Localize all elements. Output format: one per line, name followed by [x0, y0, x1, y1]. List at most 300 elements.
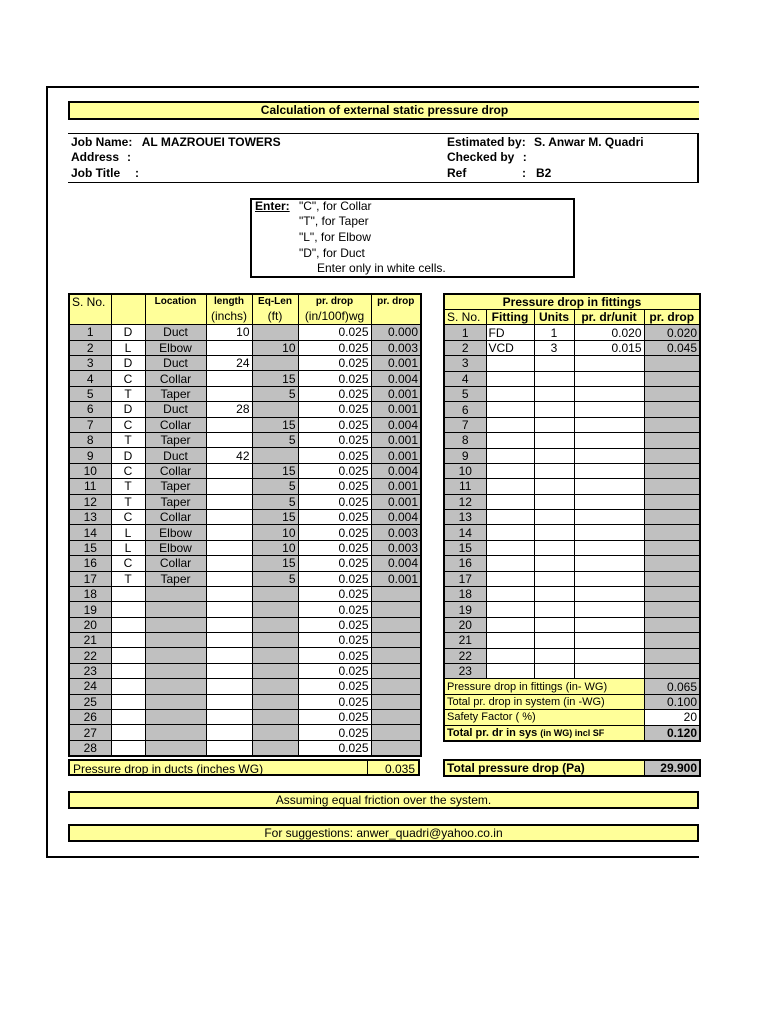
duct-total-label: Pressure drop in ducts (inches WG) — [73, 762, 264, 776]
duct-length-cell[interactable] — [206, 479, 252, 494]
duct-eqlen-cell: 15 — [252, 463, 298, 478]
duct-rate-cell[interactable]: 0.025 — [298, 586, 371, 601]
duct-eqlen-cell: 10 — [252, 540, 298, 555]
duct-eqlen-cell — [252, 694, 298, 709]
fit-col-per-unit: pr. dr/unit — [574, 310, 644, 325]
fit-name-cell[interactable] — [486, 386, 534, 401]
fit-sno-cell: 5 — [444, 386, 486, 401]
fit-per-unit-cell[interactable] — [574, 571, 644, 586]
fit-per-unit-cell[interactable] — [574, 510, 644, 525]
duct-row — [69, 602, 421, 617]
duct-rate-cell[interactable]: 0.025 — [298, 740, 371, 756]
duct-sno-cell: 23 — [69, 663, 111, 678]
duct-sno-cell: 26 — [69, 710, 111, 725]
estimated-value: S. Anwar M. Quadri — [534, 135, 644, 149]
enter-label: Enter: — [255, 199, 290, 213]
duct-code-cell[interactable]: L — [111, 540, 145, 555]
duct-code-cell[interactable] — [111, 586, 145, 601]
duct-row — [69, 571, 421, 586]
duct-drop-cell: 0.003 — [371, 340, 421, 355]
duct-location-cell — [145, 663, 206, 678]
fit-col-sno: S. No. — [444, 310, 486, 325]
duct-rate-cell[interactable]: 0.025 — [298, 494, 371, 509]
duct-code-cell[interactable]: L — [111, 525, 145, 540]
duct-length-cell[interactable] — [206, 586, 252, 601]
duct-location-cell — [145, 740, 206, 756]
fit-units-cell[interactable] — [534, 663, 574, 678]
duct-eqlen-cell — [252, 356, 298, 371]
duct-code-cell[interactable]: T — [111, 433, 145, 448]
summary-value[interactable]: 20 — [644, 710, 700, 725]
duct-code-cell[interactable]: T — [111, 571, 145, 586]
duct-sno-cell: 6 — [69, 402, 111, 417]
fit-units-cell[interactable] — [534, 525, 574, 540]
duct-code-cell[interactable]: C — [111, 417, 145, 432]
duct-eqlen-cell — [252, 663, 298, 678]
summary-label — [444, 725, 644, 741]
duct-rate-cell[interactable]: 0.025 — [298, 648, 371, 663]
fitting-row — [444, 463, 700, 478]
fit-sno-cell: 1 — [444, 325, 486, 340]
fit-units-cell[interactable] — [534, 448, 574, 463]
fit-per-unit-cell[interactable] — [574, 587, 644, 602]
fitting-row — [444, 433, 700, 448]
duct-code-cell[interactable] — [111, 694, 145, 709]
fit-name-cell[interactable] — [486, 556, 534, 571]
duct-location-cell — [145, 602, 206, 617]
duct-row — [69, 402, 421, 417]
fitting-row — [444, 648, 700, 663]
fit-name-cell[interactable] — [486, 663, 534, 678]
fit-units-cell[interactable]: 3 — [534, 340, 574, 355]
fit-per-unit-cell[interactable]: 0.020 — [574, 325, 644, 340]
duct-drop-cell — [371, 725, 421, 740]
fit-drop-cell — [644, 540, 700, 555]
fit-per-unit-cell[interactable] — [574, 556, 644, 571]
fit-units-cell[interactable] — [534, 494, 574, 509]
duct-rate-cell[interactable]: 0.025 — [298, 571, 371, 586]
fit-name-cell[interactable] — [486, 417, 534, 432]
fit-per-unit-cell[interactable] — [574, 479, 644, 494]
fit-name-cell[interactable] — [486, 617, 534, 632]
col-length: length — [206, 294, 252, 309]
duct-length-cell[interactable] — [206, 710, 252, 725]
summary-label-text: Total pr. drop in system (in -WG) — [447, 695, 605, 708]
duct-code-cell[interactable]: C — [111, 371, 145, 386]
duct-drop-cell: 0.003 — [371, 540, 421, 555]
duct-drop-cell: 0.001 — [371, 356, 421, 371]
duct-sno-cell: 2 — [69, 340, 111, 355]
fit-units-cell[interactable] — [534, 648, 574, 663]
duct-length-cell[interactable]: 42 — [206, 448, 252, 463]
instructions-box — [250, 198, 575, 278]
duct-code-cell[interactable] — [111, 679, 145, 694]
fit-name-cell[interactable] — [486, 602, 534, 617]
fit-units-cell[interactable] — [534, 510, 574, 525]
duct-sno-cell: 9 — [69, 448, 111, 463]
grand-total-label: Total pressure drop (Pa) — [444, 760, 644, 776]
duct-location-cell: Taper — [145, 479, 206, 494]
duct-rate-cell[interactable]: 0.025 — [298, 325, 371, 340]
fit-name-cell[interactable] — [486, 494, 534, 509]
address-label: Address — [71, 150, 120, 164]
duct-sno-cell: 28 — [69, 740, 111, 756]
fit-sno-cell: 16 — [444, 556, 486, 571]
fit-units-cell[interactable] — [534, 633, 574, 648]
duct-row — [69, 540, 421, 555]
fitting-row — [444, 556, 700, 571]
fit-sno-cell: 6 — [444, 402, 486, 417]
fit-name-cell[interactable] — [486, 479, 534, 494]
duct-drop-cell — [371, 710, 421, 725]
fit-units-cell[interactable] — [534, 556, 574, 571]
fit-per-unit-cell[interactable] — [574, 371, 644, 386]
duct-sno-cell: 4 — [69, 371, 111, 386]
duct-location-cell — [145, 710, 206, 725]
duct-drop-cell: 0.004 — [371, 463, 421, 478]
duct-length-cell[interactable] — [206, 371, 252, 386]
duct-rate-cell[interactable]: 0.025 — [298, 633, 371, 648]
duct-code-cell[interactable] — [111, 633, 145, 648]
duct-rate-cell[interactable]: 0.025 — [298, 433, 371, 448]
fit-drop-cell — [644, 494, 700, 509]
duct-eqlen-cell: 15 — [252, 371, 298, 386]
fit-sno-cell: 7 — [444, 417, 486, 432]
fit-units-cell[interactable] — [534, 417, 574, 432]
duct-rate-cell[interactable]: 0.025 — [298, 479, 371, 494]
duct-length-cell[interactable] — [206, 494, 252, 509]
duct-location-cell: Collar — [145, 371, 206, 386]
duct-code-cell[interactable]: T — [111, 494, 145, 509]
fit-per-unit-cell[interactable] — [574, 648, 644, 663]
duct-length-cell[interactable] — [206, 433, 252, 448]
duct-drop-cell: 0.004 — [371, 417, 421, 432]
duct-eqlen-cell: 15 — [252, 417, 298, 432]
fit-units-cell[interactable] — [534, 617, 574, 632]
summary-label-text: Safety Factor ( %) — [447, 711, 536, 724]
fit-name-cell[interactable] — [486, 587, 534, 602]
fit-sno-cell: 18 — [444, 587, 486, 602]
fitting-row — [444, 417, 700, 432]
duct-length-cell[interactable]: 24 — [206, 356, 252, 371]
duct-code-cell[interactable]: D — [111, 448, 145, 463]
duct-row — [69, 648, 421, 663]
duct-code-cell[interactable]: D — [111, 356, 145, 371]
duct-drop-cell: 0.004 — [371, 556, 421, 571]
duct-length-cell[interactable] — [206, 386, 252, 401]
duct-row — [69, 433, 421, 448]
fitting-row — [444, 663, 700, 678]
duct-rate-cell[interactable]: 0.025 — [298, 540, 371, 555]
col-sno: S. No. — [69, 294, 111, 325]
suggestion-note: For suggestions: anwer_quadri@yahoo.co.in — [68, 824, 699, 842]
col-eqlen-unit: (ft) — [252, 309, 298, 324]
fit-name-cell[interactable] — [486, 356, 534, 371]
duct-drop-cell — [371, 694, 421, 709]
duct-eqlen-cell — [252, 402, 298, 417]
duct-drop-cell: 0.000 — [371, 325, 421, 340]
duct-drop-cell — [371, 648, 421, 663]
duct-rate-cell[interactable]: 0.025 — [298, 356, 371, 371]
duct-sno-cell: 25 — [69, 694, 111, 709]
duct-drop-cell — [371, 740, 421, 756]
fit-name-cell[interactable] — [486, 633, 534, 648]
duct-length-cell[interactable] — [206, 725, 252, 740]
fit-per-unit-cell[interactable] — [574, 525, 644, 540]
duct-code-cell[interactable] — [111, 648, 145, 663]
duct-rate-cell[interactable]: 0.025 — [298, 448, 371, 463]
fit-drop-cell — [644, 433, 700, 448]
enter-taper: "T", for Taper — [299, 214, 369, 228]
duct-sno-cell: 20 — [69, 617, 111, 632]
duct-code-cell[interactable]: C — [111, 463, 145, 478]
fit-name-cell[interactable] — [486, 648, 534, 663]
duct-code-cell[interactable]: C — [111, 556, 145, 571]
duct-eqlen-cell — [252, 617, 298, 632]
duct-code-cell[interactable]: T — [111, 386, 145, 401]
duct-sno-cell: 21 — [69, 633, 111, 648]
fit-name-cell[interactable] — [486, 571, 534, 586]
duct-code-cell[interactable] — [111, 725, 145, 740]
fittings-summary-row — [444, 725, 700, 741]
duct-length-cell[interactable] — [206, 463, 252, 478]
fit-units-cell[interactable] — [534, 402, 574, 417]
fit-per-unit-cell[interactable] — [574, 402, 644, 417]
address-colon: : — [127, 150, 131, 164]
duct-rate-cell[interactable]: 0.025 — [298, 417, 371, 432]
fit-per-unit-cell[interactable] — [574, 494, 644, 509]
duct-sno-cell: 14 — [69, 525, 111, 540]
duct-eqlen-cell: 5 — [252, 479, 298, 494]
duct-table — [68, 293, 422, 757]
fit-units-cell[interactable] — [534, 386, 574, 401]
fit-name-cell[interactable] — [486, 371, 534, 386]
fit-per-unit-cell[interactable] — [574, 633, 644, 648]
fit-drop-cell — [644, 633, 700, 648]
fitting-row — [444, 356, 700, 371]
fit-units-cell[interactable] — [534, 433, 574, 448]
fit-sno-cell: 15 — [444, 540, 486, 555]
duct-rate-cell[interactable]: 0.025 — [298, 340, 371, 355]
fit-name-cell[interactable] — [486, 525, 534, 540]
duct-sno-cell: 24 — [69, 679, 111, 694]
job-name-value: AL MAZROUEI TOWERS — [141, 135, 281, 149]
duct-eqlen-cell — [252, 633, 298, 648]
fitting-row — [444, 402, 700, 417]
col-prdrop: pr. drop — [298, 294, 371, 309]
fit-units-cell[interactable] — [534, 463, 574, 478]
fit-per-unit-cell[interactable] — [574, 417, 644, 432]
duct-header-row — [69, 294, 421, 309]
duct-row — [69, 479, 421, 494]
fit-name-cell[interactable] — [486, 510, 534, 525]
duct-sno-cell: 12 — [69, 494, 111, 509]
duct-code-cell[interactable]: D — [111, 402, 145, 417]
duct-eqlen-cell — [252, 448, 298, 463]
col-length-unit: (inchs) — [206, 309, 252, 324]
duct-length-cell[interactable] — [206, 509, 252, 524]
fit-sno-cell: 23 — [444, 663, 486, 678]
duct-rate-cell[interactable]: 0.025 — [298, 556, 371, 571]
duct-eqlen-cell: 5 — [252, 571, 298, 586]
duct-location-cell: Duct — [145, 402, 206, 417]
fitting-row — [444, 448, 700, 463]
fitting-row — [444, 386, 700, 401]
duct-rate-cell[interactable]: 0.025 — [298, 509, 371, 524]
fit-drop-cell — [644, 371, 700, 386]
duct-code-cell[interactable]: T — [111, 479, 145, 494]
duct-rate-cell[interactable]: 0.025 — [298, 710, 371, 725]
duct-row — [69, 494, 421, 509]
fit-name-cell[interactable] — [486, 463, 534, 478]
duct-length-cell[interactable] — [206, 679, 252, 694]
duct-length-cell[interactable] — [206, 617, 252, 632]
duct-code-cell[interactable]: D — [111, 325, 145, 340]
duct-length-cell[interactable]: 28 — [206, 402, 252, 417]
fit-per-unit-cell[interactable] — [574, 540, 644, 555]
duct-rate-cell[interactable]: 0.025 — [298, 371, 371, 386]
duct-rate-cell[interactable]: 0.025 — [298, 602, 371, 617]
duct-row — [69, 448, 421, 463]
duct-location-cell — [145, 586, 206, 601]
fit-col-drop: pr. drop — [644, 310, 700, 325]
fit-per-unit-cell[interactable] — [574, 448, 644, 463]
fitting-row — [444, 587, 700, 602]
fit-drop-cell — [644, 617, 700, 632]
fit-per-unit-cell[interactable] — [574, 433, 644, 448]
duct-length-cell[interactable] — [206, 648, 252, 663]
duct-length-cell[interactable] — [206, 540, 252, 555]
duct-code-cell[interactable] — [111, 663, 145, 678]
duct-length-cell[interactable]: 10 — [206, 325, 252, 340]
duct-code-cell[interactable] — [111, 602, 145, 617]
duct-eqlen-cell: 10 — [252, 340, 298, 355]
duct-drop-cell: 0.001 — [371, 448, 421, 463]
duct-total-value: 0.035 — [384, 762, 415, 776]
duct-length-cell[interactable] — [206, 571, 252, 586]
duct-drop-cell — [371, 663, 421, 678]
fit-sno-cell: 21 — [444, 633, 486, 648]
duct-rate-cell[interactable]: 0.025 — [298, 463, 371, 478]
fit-drop-cell — [644, 510, 700, 525]
duct-eqlen-cell — [252, 586, 298, 601]
duct-length-cell[interactable] — [206, 602, 252, 617]
duct-rate-cell[interactable]: 0.025 — [298, 525, 371, 540]
duct-location-cell: Taper — [145, 571, 206, 586]
duct-length-cell[interactable] — [206, 740, 252, 756]
duct-length-cell[interactable] — [206, 633, 252, 648]
duct-rate-cell[interactable]: 0.025 — [298, 725, 371, 740]
duct-length-cell[interactable] — [206, 417, 252, 432]
duct-location-cell: Duct — [145, 448, 206, 463]
duct-rate-cell[interactable]: 0.025 — [298, 386, 371, 401]
duct-rate-cell[interactable]: 0.025 — [298, 694, 371, 709]
fit-name-cell[interactable] — [486, 540, 534, 555]
fit-per-unit-cell[interactable] — [574, 602, 644, 617]
grand-total-table — [443, 759, 701, 777]
duct-length-cell[interactable] — [206, 663, 252, 678]
fit-name-cell[interactable] — [486, 433, 534, 448]
fit-sno-cell: 11 — [444, 479, 486, 494]
fit-units-cell[interactable]: 1 — [534, 325, 574, 340]
duct-eqlen-cell — [252, 602, 298, 617]
duct-sno-cell: 8 — [69, 433, 111, 448]
duct-code-cell[interactable]: L — [111, 340, 145, 355]
duct-length-cell[interactable] — [206, 340, 252, 355]
fit-per-unit-cell[interactable] — [574, 356, 644, 371]
duct-code-cell[interactable] — [111, 617, 145, 632]
fit-drop-cell — [644, 525, 700, 540]
fit-units-cell[interactable] — [534, 371, 574, 386]
duct-eqlen-cell — [252, 725, 298, 740]
duct-length-cell[interactable] — [206, 694, 252, 709]
fit-drop-cell — [644, 571, 700, 586]
duct-drop-cell — [371, 679, 421, 694]
duct-drop-cell — [371, 633, 421, 648]
ref-label: Ref — [447, 166, 467, 180]
fit-name-cell[interactable] — [486, 402, 534, 417]
fit-sno-cell: 12 — [444, 494, 486, 509]
duct-location-cell: Elbow — [145, 340, 206, 355]
fit-per-unit-cell[interactable]: 0.015 — [574, 340, 644, 355]
fit-per-unit-cell[interactable] — [574, 386, 644, 401]
fit-name-cell[interactable]: VCD — [486, 340, 534, 355]
fit-per-unit-cell[interactable] — [574, 463, 644, 478]
duct-drop-cell: 0.001 — [371, 494, 421, 509]
fit-units-cell[interactable] — [534, 540, 574, 555]
fitting-row — [444, 617, 700, 632]
fit-col-fitting: Fitting — [486, 310, 534, 325]
enter-collar: "C", for Collar — [299, 199, 372, 213]
fit-name-cell[interactable]: FD — [486, 325, 534, 340]
duct-length-cell[interactable] — [206, 556, 252, 571]
duct-row — [69, 556, 421, 571]
duct-drop-cell: 0.001 — [371, 479, 421, 494]
duct-eqlen-cell — [252, 679, 298, 694]
duct-location-cell: Collar — [145, 417, 206, 432]
duct-drop-cell: 0.004 — [371, 509, 421, 524]
duct-sno-cell: 19 — [69, 602, 111, 617]
duct-rate-cell[interactable]: 0.025 — [298, 679, 371, 694]
fit-per-unit-cell[interactable] — [574, 663, 644, 678]
duct-code-cell[interactable] — [111, 740, 145, 756]
duct-code-cell[interactable]: C — [111, 509, 145, 524]
fittings-table — [443, 293, 701, 742]
summary-label — [444, 679, 644, 694]
fit-units-cell[interactable] — [534, 356, 574, 371]
duct-code-cell[interactable] — [111, 710, 145, 725]
fit-per-unit-cell[interactable] — [574, 617, 644, 632]
duct-drop-cell: 0.004 — [371, 371, 421, 386]
fit-name-cell[interactable] — [486, 448, 534, 463]
duct-location-cell — [145, 694, 206, 709]
fit-units-cell[interactable] — [534, 479, 574, 494]
duct-rate-cell[interactable]: 0.025 — [298, 663, 371, 678]
duct-rate-cell[interactable]: 0.025 — [298, 617, 371, 632]
duct-row — [69, 340, 421, 355]
fitting-row — [444, 633, 700, 648]
fit-units-cell[interactable] — [534, 571, 574, 586]
duct-rate-cell[interactable]: 0.025 — [298, 402, 371, 417]
fit-units-cell[interactable] — [534, 602, 574, 617]
fit-units-cell[interactable] — [534, 587, 574, 602]
duct-location-cell: Duct — [145, 325, 206, 340]
ref-value: B2 — [536, 166, 552, 180]
duct-length-cell[interactable] — [206, 525, 252, 540]
fit-drop-cell — [644, 479, 700, 494]
fit-drop-cell — [644, 386, 700, 401]
fittings-summary-row — [444, 679, 700, 694]
